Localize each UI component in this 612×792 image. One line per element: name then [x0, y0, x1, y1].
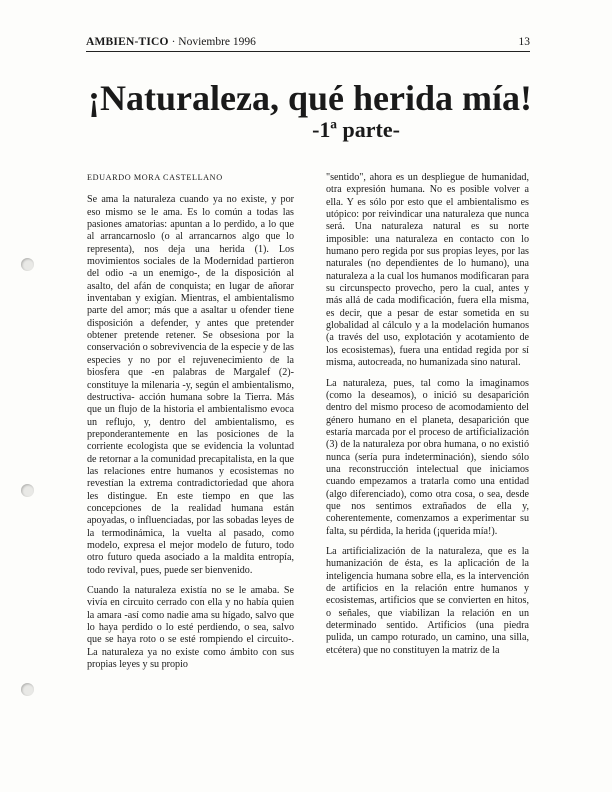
- author-byline: EDUARDO MORA CASTELLANO: [87, 173, 223, 182]
- binder-hole: [21, 484, 34, 497]
- publication-name: AMBIEN-TICO: [86, 36, 169, 48]
- binder-hole: [21, 258, 34, 271]
- article-title: ¡Naturaleza, qué herida mía!: [88, 78, 532, 118]
- paragraph: "sentido", ahora es un despliegue de humanidad, otra expresión humana. No es posible volver a ella. Y es sólo por esto que el ambientalismo es utópico: por reivindicar una naturaleza que nunca será. Una naturaleza natural es su norte imposible: una naturaleza en contacto con lo humano pero regida por sus propias leyes, por las naturales (no dependientes de lo humano), una naturaleza a la cual los humanos modificaran para su circunspecto provecho, pero la cual, antes y más allá de cada modificación, fuera ella misma, es decir, que a pesar de estar sometida en su globalidad al cálculo y a la modelación humanos (a través del uso, explotación y acotamiento de los ecosistemas), fuera una entidad regida por sí misma, autocreada, no humanizada sino natural.: [326, 172, 529, 369]
- issue-date: · Noviembre 1996: [171, 36, 256, 48]
- paragraph: La naturaleza, pues, tal como la imaginamos (como la deseamos), o inició su desaparición dentro del mismo proceso de acomodamiento del género humano en el planeta, desaparición que estaría marcada por el proceso de artificialización (3) de la naturaleza por obra humana, o no existió nunca (sería pura indeterminación), siendo sólo una reconstrucción intelectual que iniciamos cuando empezamos a tratarla como una entidad (algo diferenciado), como otra cosa, o sea, desde que nos sentimos extrañados de ella y, coherentemente, comenzamos a experimentar su falta, su pérdida, la herida (¡querida mía!).: [326, 377, 529, 537]
- header-rule: [86, 51, 530, 52]
- publication-line: [86, 36, 256, 48]
- page-number: 13: [518, 36, 530, 48]
- right-column: [326, 172, 529, 665]
- paragraph: Se ama la naturaleza cuando ya no existe, y por eso mismo se le ama. Es lo común a todas las pasiones amatorias: apuntan a lo perdido, a lo que al arrancarnoslo (o al arrancarnos algo que lo representa), nos deja una herida (1). Los movimientos sociales de la Modernidad partieron del odio -a un enemigo-, de la disposición al asalto, del afán de conquista; en lugar de añorar inventaban y exigían. Mientras, el ambientalismo parte del amor; más que a asaltar u ofender tiene disposición a defender, y antes que pretender obtener pretende retener. Se obsesiona por la conservación o sobrevivencia de la especie y de las especies y no por el rejuvenecimiento de la biosfera que -en palabras de Margalef (2)- constituye la milenaria -y, según el ambientalismo, destructiva- acción humana sobre la Tierra. Más que un flujo de la historia el ambientalismo evoca un reflujo, y, dentro del ambientalismo, es preponderantemente en las posiciones de la corriente ecologista que se evidencia la voluntad de retornar a la comunidad precapitalista, en la que las relaciones entre humanos y ecosistemas no revestían la extrema contradictoriedad que ahora les distingue. En este tiempo en que las concepciones de la realidad humana están apoyadas, o influenciadas, por las sobadas leyes de la termodinámica, la vuelta al pasado, como modelo, expresa el mejor modelo de futuro, todo otro futuro queda asociado a la maldita entropía, todo revival, pues, puede ser bienvenido.: [87, 194, 294, 576]
- article-subtitle: -1ª parte-: [312, 117, 400, 142]
- running-header: [86, 36, 530, 48]
- paragraph: Cuando la naturaleza existía no se le amaba. Se vivía en circuito cerrado con ella y no había quien la amara -así como nadie ama su hígado, salvo que lo haya perdido o lo esté perdiendo, o sea, salvo que se haya roto o se esté rompiendo el circuito-. La naturaleza ya no existe como ámbito con sus propias leyes y su propio: [87, 585, 294, 671]
- paragraph: La artificialización de la naturaleza, que es la humanización de ésta, es la aplicación de la inteligencia humana sobre ella, es la intervención de artificios en la relación entre humanos y ecosistemas, artificios que se convierten en hitos, o señales, que viabilizan la relación en un determinado sentido. Artificios (una piedra pulida, un campo roturado, un camino, una silla, etcétera) que no constituyen la matriz de la: [326, 545, 529, 656]
- left-column: [87, 172, 294, 679]
- binder-hole: [21, 683, 34, 696]
